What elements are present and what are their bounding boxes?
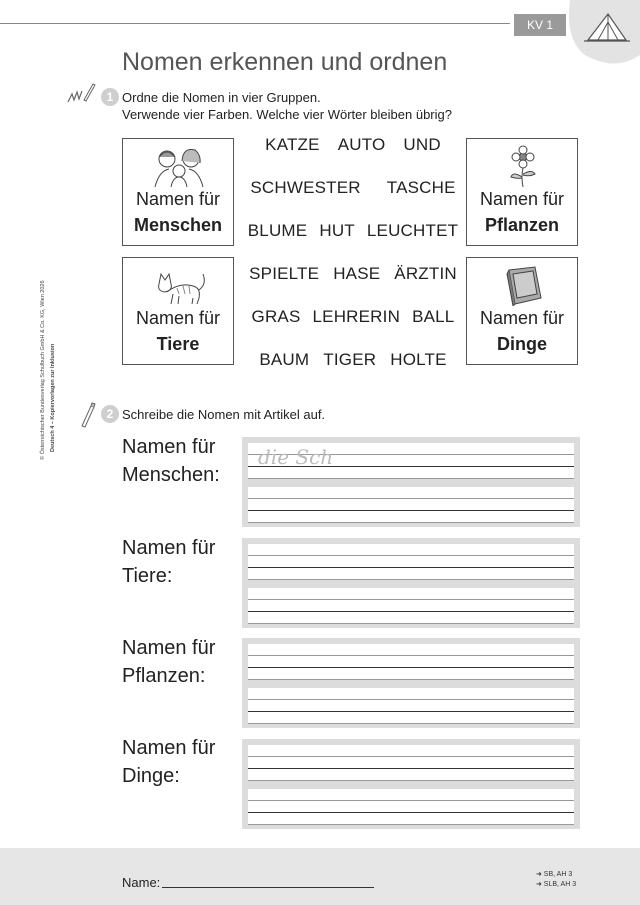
word-row-2	[248, 178, 458, 198]
word-row-5	[248, 307, 458, 327]
writing-line[interactable]	[248, 544, 574, 580]
kv-badge: KV 1	[514, 14, 566, 36]
task2-instruction: Schreibe die Nomen mit Artikel auf.	[122, 407, 326, 422]
word: TASCHE	[386, 178, 456, 197]
copyright-text: © Österreichischer Bundesverlag Schulbuch GmbH & Co. KG, Wien 2026	[40, 280, 46, 460]
category-tiere-line1: Namen für	[135, 308, 221, 328]
word: GRAS	[251, 307, 301, 326]
writing-line[interactable]	[248, 487, 574, 523]
word: BLUME	[247, 221, 308, 240]
book-icon	[495, 264, 551, 306]
word: AUTO	[337, 135, 386, 154]
category-menschen-line1: Namen für	[135, 189, 221, 209]
word: BAUM	[259, 350, 310, 369]
word: LEUCHTET	[366, 221, 459, 240]
word-row-4	[248, 264, 458, 284]
category-box-pflanzen	[466, 138, 578, 246]
writing-area-menschen[interactable]	[242, 437, 580, 527]
category-tiere-line2: Tiere	[156, 334, 200, 354]
task1-instruction-line2: Verwende vier Farben. Welche vier Wörter bleiben übrig?	[122, 107, 452, 122]
header-rule	[0, 23, 510, 24]
people-icon	[151, 145, 207, 187]
pencil-icon	[78, 402, 98, 428]
word: LEHRERIN	[312, 307, 401, 326]
pencil-scribble-icon	[66, 80, 96, 106]
word: KATZE	[265, 135, 320, 154]
word-row-3	[248, 221, 458, 241]
category-box-menschen	[122, 138, 234, 246]
category-dinge-line1: Namen für	[479, 308, 565, 328]
writing-line[interactable]	[248, 644, 574, 680]
writing-line[interactable]	[248, 443, 574, 479]
word: TIGER	[323, 350, 377, 369]
writing-area-dinge[interactable]	[242, 739, 580, 829]
category-pflanzen-line1: Namen für	[479, 189, 565, 209]
name-field[interactable]	[162, 887, 374, 888]
section-label-tiere: Namen für Tiere:	[122, 537, 216, 587]
word: ÄRZTIN	[394, 264, 457, 283]
word: UND	[403, 135, 441, 154]
writing-line[interactable]	[248, 745, 574, 781]
word: SCHWESTER	[250, 178, 361, 197]
category-menschen-line2: Menschen	[133, 215, 223, 235]
category-box-dinge	[466, 257, 578, 365]
task-number-2: 2	[101, 405, 119, 423]
word: HOLTE	[390, 350, 447, 369]
writing-area-pflanzen[interactable]	[242, 638, 580, 728]
word-row-1	[248, 135, 458, 155]
word: BALL	[412, 307, 455, 326]
word: HASE	[333, 264, 381, 283]
writing-line[interactable]	[248, 688, 574, 724]
category-box-tiere	[122, 257, 234, 365]
cat-icon	[151, 264, 207, 306]
writing-line[interactable]	[248, 588, 574, 624]
page-title: Nomen erkennen und ordnen	[122, 48, 448, 76]
book-title-text: Deutsch 4 – Kopiervorlagen zur Inklusion	[50, 343, 56, 452]
sample-handwriting: die Sch	[258, 445, 334, 469]
writing-line[interactable]	[248, 789, 574, 825]
category-dinge-line2: Dinge	[496, 334, 547, 354]
name-label: Name:	[122, 875, 161, 890]
word-row-6	[248, 350, 458, 370]
word: HUT	[319, 221, 355, 240]
reference-slb: ➜ SLB, AH 3	[536, 881, 577, 888]
flower-icon	[495, 145, 551, 187]
category-pflanzen-line2: Pflanzen	[484, 215, 559, 235]
section-label-menschen: Namen für Menschen:	[122, 436, 220, 486]
task-number-1: 1	[101, 88, 119, 106]
section-label-pflanzen: Namen für Pflanzen:	[122, 637, 216, 687]
writing-area-tiere[interactable]	[242, 538, 580, 628]
word: SPIELTE	[249, 264, 320, 283]
reference-sb: ➜ SB, AH 3	[536, 871, 573, 878]
corner-tent-icon	[560, 0, 640, 70]
task1-instruction-line1: Ordne die Nomen in vier Gruppen.	[122, 90, 321, 105]
section-label-dinge: Namen für Dinge:	[122, 737, 216, 787]
